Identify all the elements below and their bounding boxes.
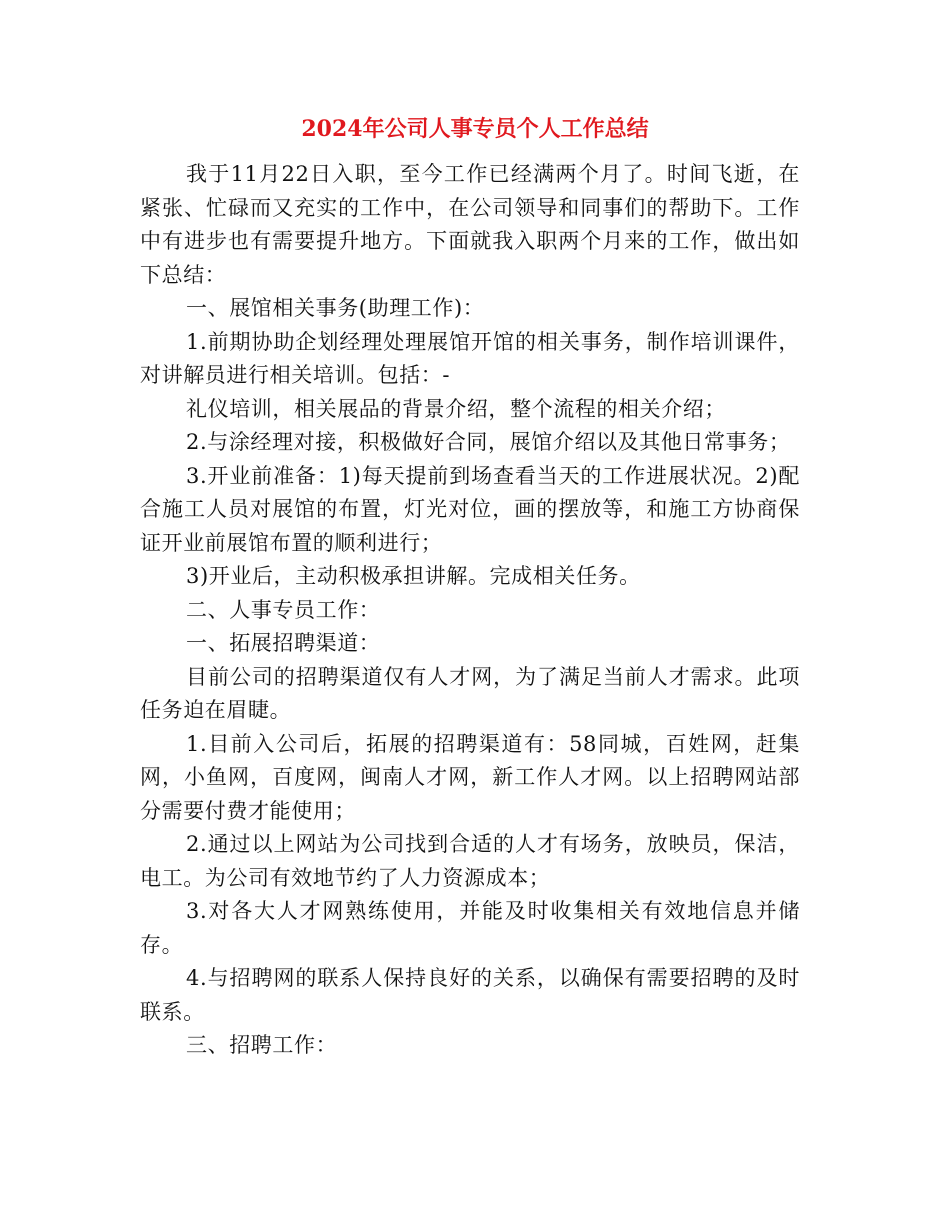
document-title: 2024年公司人事专员个人工作总结: [301, 116, 649, 142]
document-body: [140, 158, 800, 1063]
paragraph-after-opening: 3)开业后，主动积极承担讲解。完成相关任务。: [186, 564, 641, 588]
heading-exhibition-affairs: 一、展馆相关事务(助理工作)：: [186, 296, 485, 320]
paragraph-channels-item-3: 3.对各大人才网熟练使用，并能及时收集相关有效地信息并储存。: [140, 899, 800, 957]
heading-recruitment-work: 三、招聘工作：: [186, 1033, 338, 1057]
paragraph-training-content: 礼仪培训，相关展品的背景介绍，整个流程的相关介绍；: [186, 396, 726, 421]
paragraph-exhibition-item-1: 1.前期协助企划经理处理展馆开馆的相关事务，制作培训课件，对讲解员进行相关培训。包括：-: [140, 329, 800, 387]
heading-hr-work: 二、人事专员工作：: [186, 597, 381, 622]
paragraph-exhibition-item-3: 3.开业前准备：1)每天提前到场查看当天的工作进展状况。2)配合施工人员对展馆的布置，灯光对位，画的摆放等，和施工方协商保证开业前展馆布置的顺利进行；: [140, 463, 800, 555]
heading-recruit-channels: 一、拓展招聘渠道：: [186, 631, 381, 655]
paragraph-channels-item-2: 2.通过以上网站为公司找到合适的人才有场务，放映员，保洁，电工。为公司有效地节约了人力资源成本；: [140, 832, 800, 890]
paragraph-channels-item-4: 4.与招聘网的联系人保持良好的关系，以确保有需要招聘的及时联系。: [140, 966, 800, 1024]
paragraph-exhibition-item-2: 2.与涂经理对接，积极做好合同，展馆介绍以及其他日常事务；: [186, 430, 791, 454]
paragraph-current-channels: 目前公司的招聘渠道仅有人才网，为了满足当前人才需求。此项任务迫在眉睫。: [140, 664, 800, 722]
paragraph-channels-item-1: 1.目前入公司后，拓展的招聘渠道有：58同城，百姓网，赶集网，小鱼网，百度网，闽南人才网，新工作人才网。以上招聘网站部分需要付费才能使用；: [140, 731, 800, 823]
paragraph-intro: 我于11月22日入职，至今工作已经满两个月了。时间飞逝，在紧张、忙碌而又充实的工作中，在公司领导和同事们的帮助下。工作中有进步也有需要提升地方。下面就我入职两个月来的工作，做出如下总结：: [140, 162, 800, 287]
